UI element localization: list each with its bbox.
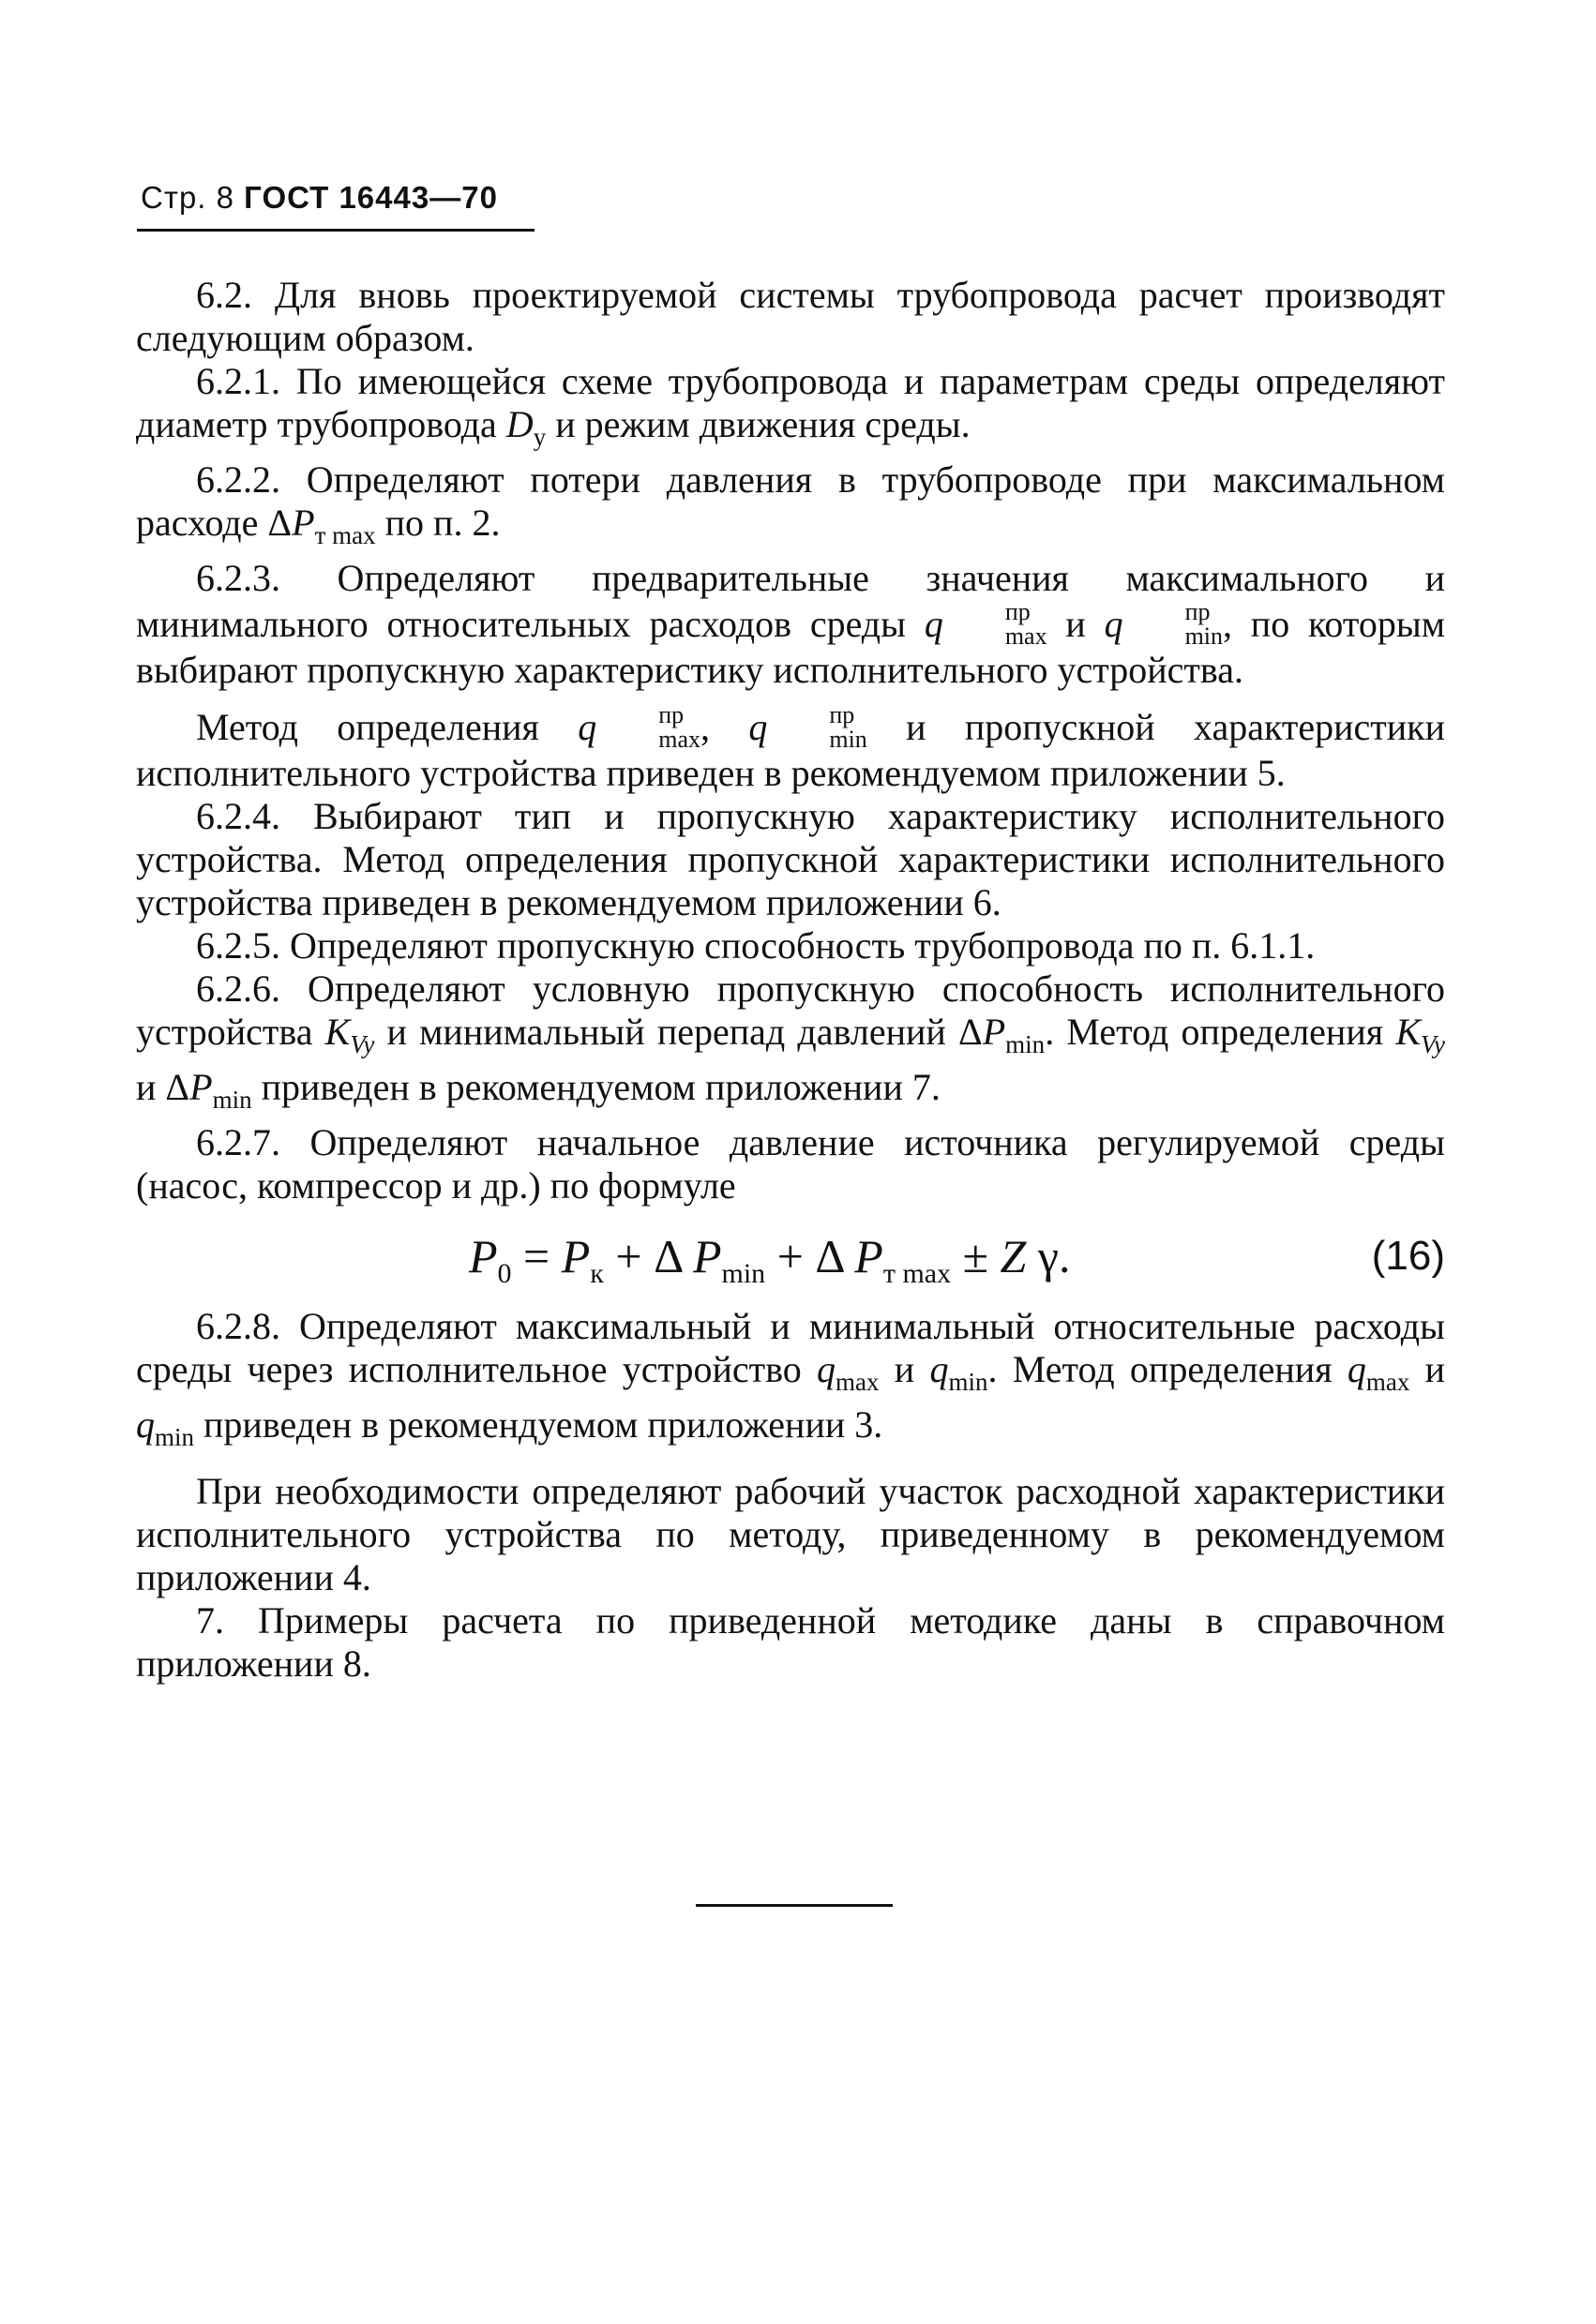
paragraph-6-2-4: 6.2.4. Выбирают тип и пропускную характеристику исполнительного устройства. Метод определения пропускной характеристики исполнительного устройства приведен в рекомендуемом приложении 6. bbox=[136, 795, 1445, 923]
paragraph-working-range: При необходимости определяют рабочий участок расходной характеристики исполнительного устройства по методу, приведенному в рекомендуемом приложении 4. bbox=[136, 1470, 1445, 1598]
page-label: Стр. 8 bbox=[141, 180, 234, 215]
paragraph-6-2-2: 6.2.2. Определяют потери давления в трубопроводе при максимальном расходе $\Delta P_{т max}$ по п. 2. bbox=[136, 458, 1445, 549]
document-code: ГОСТ 16443—70 bbox=[244, 180, 498, 215]
paragraph-6-2-3: 6.2.3. Определяют предварительные значения максимального и минимального относительных расходов среды q пр max и q пр min , по которым выбирают пропускную характеристику исполнительного устройства. bbox=[136, 557, 1446, 691]
paragraph-6-2-1: 6.2.1. По имеющейся схеме трубопровода и параметрам среды определяют диаметр трубопровода $D_y$ и режим движения среды. bbox=[136, 360, 1445, 451]
paragraph-6-2-8: 6.2.8. Определяют максимальный и минимальный относительные расходы среды через исполнительное устройство $q_{max}$ и $q_{min}$. Метод определения $q_{max}$ и $q_{min}$ приведен в рекомендуемом приложении 3. bbox=[136, 1305, 1446, 1451]
page-header bbox=[141, 180, 498, 216]
paragraph-6-2: 6.2. Для вновь проектируемой системы трубопровода расчет производят следующим образом. bbox=[136, 274, 1445, 359]
body-text bbox=[136, 274, 1445, 1686]
paragraph-6-2-7: 6.2.7. Определяют начальное давление источника регулируемой среды (насос, компрессор и др.) по формуле bbox=[136, 1121, 1445, 1207]
formula-16 bbox=[136, 1213, 1445, 1296]
end-rule bbox=[696, 1904, 893, 1907]
header-rule bbox=[137, 229, 535, 232]
formula-number: (16) bbox=[1371, 1233, 1445, 1279]
formula-expression: $P_0 = P_к + \Delta$ $P_{min} + \Delta$ $P_{т max} \pm Z$ γ. bbox=[469, 1230, 1071, 1289]
paragraph-method-note: Метод определения q пр max , q пр min и пропускной характеристики исполнительного устройства приведен в рекомендуемом приложении 5. bbox=[136, 701, 1446, 794]
paragraph-6-2-6: 6.2.6. Определяют условную пропускную способность исполнительного устройства $K_{Vy}$ и минимальный перепад давлений $\Delta P_{min}$. Метод определения $K_{Vy}$ и $\Delta P_{min}$ приведен в рекомендуемом приложении 7. bbox=[136, 967, 1445, 1114]
paragraph-7: 7. Примеры расчета по приведенной методике даны в справочном приложении 8. bbox=[136, 1599, 1445, 1685]
paragraph-6-2-5: 6.2.5. Определяют пропускную способность трубопровода по п. 6.1.1. bbox=[196, 924, 1316, 967]
